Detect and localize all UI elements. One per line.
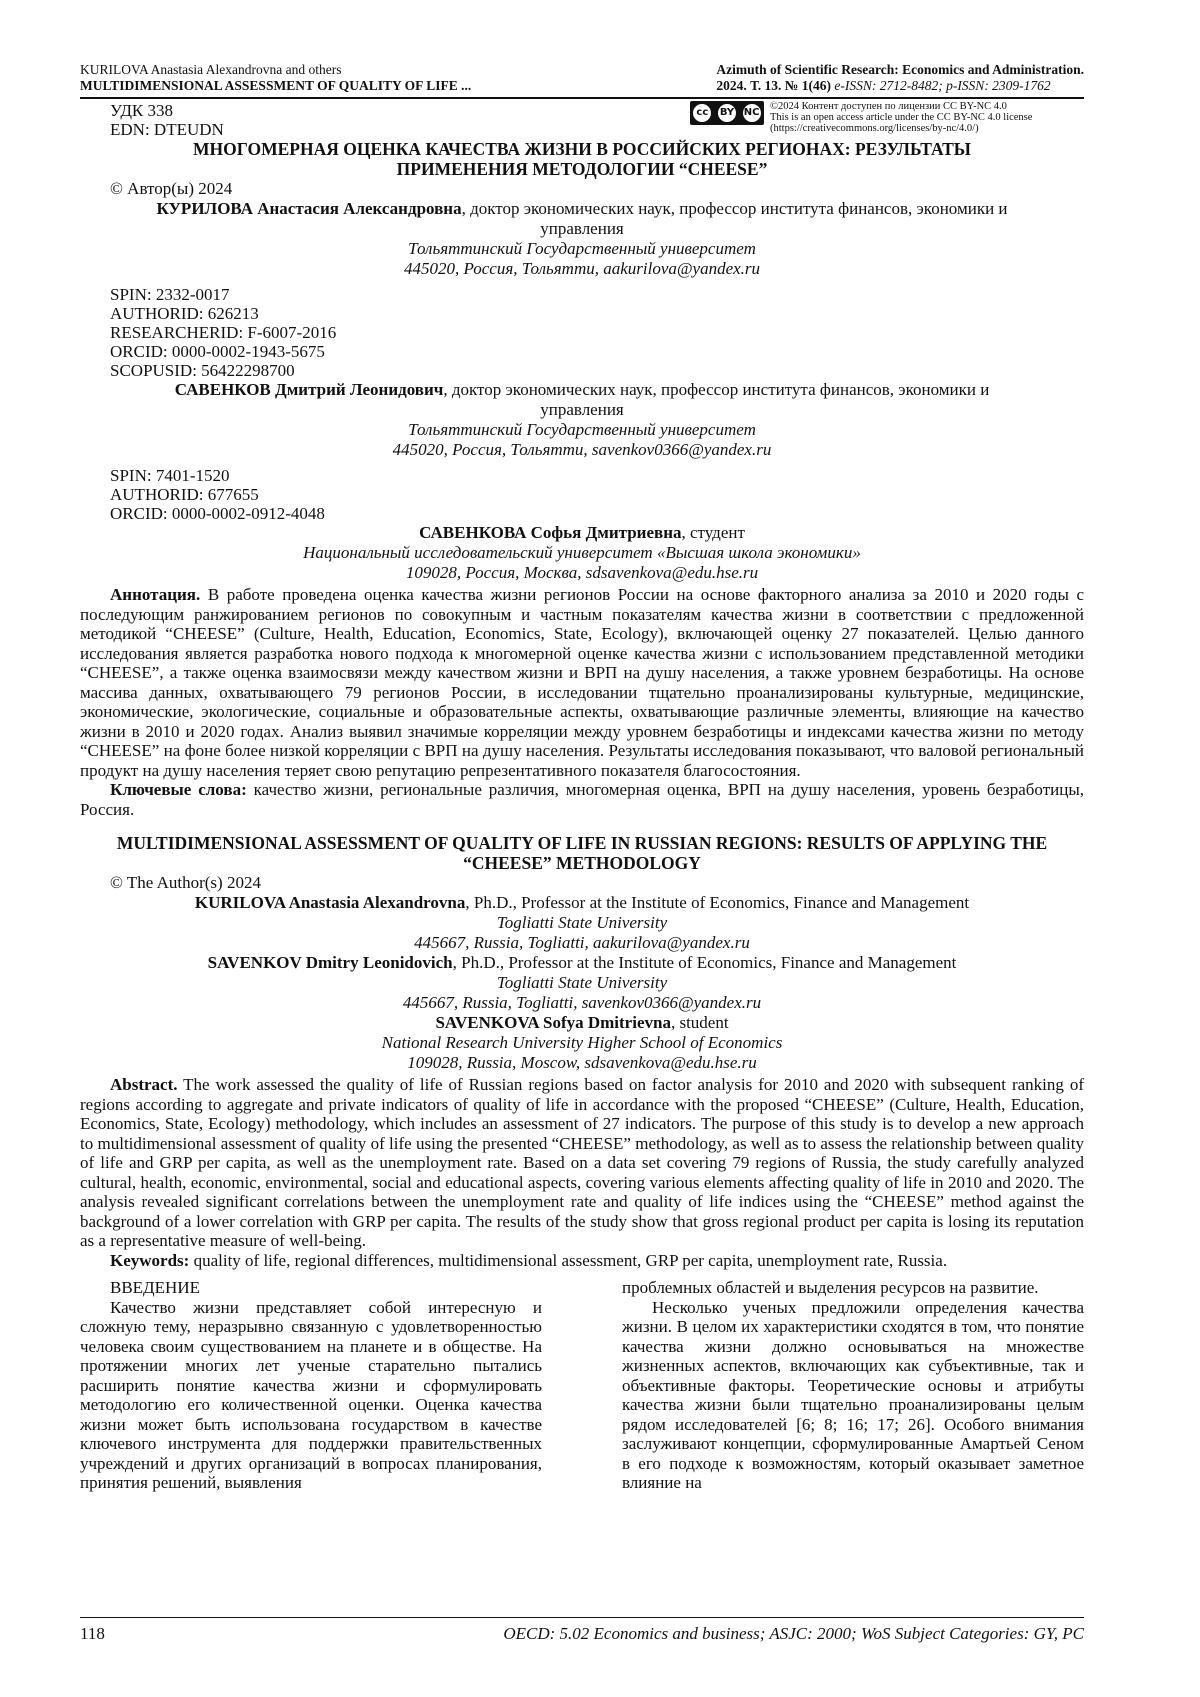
section-heading: ВВЕДЕНИЕ bbox=[110, 1278, 200, 1297]
header-short-title: MULTIDIMENSIONAL ASSESSMENT OF QUALITY OF LIFE ... bbox=[80, 78, 472, 93]
en-keywords: quality of life, regional differences, multidimensional assessment, GRP per capita, unemployment rate, Russia. bbox=[189, 1250, 948, 1270]
body-left-column bbox=[80, 1278, 542, 1493]
en-author-org: National Research University Higher School of Economics bbox=[381, 1033, 783, 1052]
header-journal: Azimuth of Scientific Research: Economics and Administration. bbox=[716, 62, 1084, 77]
running-header bbox=[80, 62, 1084, 94]
body-right-column bbox=[622, 1278, 1084, 1493]
en-author-1: KURILOVA Anastasia Alexandrovna, Ph.D., Professor at the Institute of Economics, Finance and Management Togliatti State University 445667, Russia, Togliatti, aakurilova@yandex.ru bbox=[100, 893, 1064, 953]
cc-badge-icon: cc BY NC bbox=[690, 101, 764, 125]
page-number: 118 bbox=[80, 1624, 105, 1643]
header-issn: e-ISSN: 2712-8482; p-ISSN: 2309-1762 bbox=[830, 78, 1051, 93]
en-author-org: Togliatti State University bbox=[496, 973, 668, 992]
en-copyright: © The Author(s) 2024 bbox=[110, 873, 261, 892]
en-author-address: 109028, Russia, Moscow, sdsavenkova@edu.hse.ru bbox=[407, 1053, 757, 1072]
ru-author-address: 445020, Россия, Тольятти, aakurilova@yandex.ru bbox=[403, 259, 761, 278]
ru-author-address: 109028, Россия, Москва, sdsavenkova@edu.hse.ru bbox=[405, 563, 759, 582]
paragraph: Несколько ученых предложили определения качества жизни. В целом их характеристики сходятся в том, что понятие качества жизни должно основываться на множестве жизненных аспектов, включающих как субъективные, так и объективные факторы. Теоретические основы и атрибуты качества жизни были тщательно проанализированы целым рядом исследователей [6; 8; 16; 17; 26]. Особого внимания заслуживают концепции, сформулированные Амартьей Сеном в его подходе к возможностям, который оказывает заметное влияние на bbox=[622, 1297, 1084, 1492]
page-footer bbox=[80, 1617, 1084, 1644]
ru-author-1-ids: SPIN: 2332-0017 AUTHORID: 626213 RESEARCHERID: F-6007-2016 ORCID: 0000-0002-1943-5675 SCOPUSID: 56422298700 bbox=[110, 285, 337, 380]
ru-title: МНОГОМЕРНАЯ ОЦЕНКА КАЧЕСТВА ЖИЗНИ В РОССИЙСКИХ РЕГИОНАХ: РЕЗУЛЬТАТЫ ПРИМЕНЕНИЯ МЕТОДОЛОГИИ “CHEESE” bbox=[193, 139, 971, 179]
ru-keywords: качество жизни, региональные различия, многомерная оценка, ВРП на душу населения, уровень безработицы, Россия. bbox=[80, 780, 1084, 819]
license-link[interactable]: (https://creativecommons.org/licenses/by-nc/4.0/) bbox=[770, 123, 979, 134]
ru-keywords-label: Ключевые слова: bbox=[110, 780, 247, 799]
en-author-org: Togliatti State University bbox=[496, 913, 668, 932]
en-title: MULTIDIMENSIONAL ASSESSMENT OF QUALITY OF LIFE IN RUSSIAN REGIONS: RESULTS OF APPLYING THE “CHEESE” METHODOLOGY bbox=[116, 833, 1048, 873]
ru-abstract-label: Аннотация. bbox=[110, 585, 201, 604]
en-abstract-label: Abstract. bbox=[110, 1075, 178, 1094]
paragraph: проблемных областей и выделения ресурсов на развитие. bbox=[622, 1278, 1039, 1297]
edn: EDN: DTEUDN bbox=[110, 120, 224, 139]
ru-author-org: Тольяттинский Государственный университет bbox=[408, 420, 756, 439]
en-abstract: Abstract. The work assessed the quality of life of Russian regions based on factor analysis for 2010 and 2020 with subsequent ranking of regions according to aggregate and private indicators of quality of life in accordance with the proposed “CHEESE” (Culture, Health, Education, Economics, State, Ecology) methodology, which includes an assessment of 27 indicators. The purpose of this study is to develop a new approach to multidimensional assessment of quality of life using the presented “CHEESE” methodology, as well as to assess the relationship between quality of life and GRP per capita, as well as the unemployment rate. Based on a data set covering 79 regions of Russia, the study carefully analyzed cultural, health, economic, environmental, social and educational aspects, covering various elements affecting quality of life in 2010 and 2020. The analysis revealed significant correlations between the unemployment rate and quality of life indices using the “CHEESE” method against the background of a lower correlation with GRP per capita. The results of the study show that gross regional product per capita is losing its reputation as a representative measure of well-being. Keywords: quality of life, regional differences, multidimensional assessment, GRP per capita, unemployment rate, Russia. bbox=[80, 1075, 1084, 1270]
ru-author-3: САВЕНКОВА Софья Дмитриевна, студент Национальный исследовательский университет «Высшая школа экономики» 109028, Россия, Москва, sdsavenkova@edu.hse.ru bbox=[100, 523, 1064, 583]
ru-author-1: КУРИЛОВА Анастасия Александровна, доктор экономических наук, профессор института финансов, экономики и управления Тольяттинский Государственный университет 445020, Россия, Тольятти, aakurilova@yandex.ru bbox=[100, 199, 1064, 279]
en-author-3: SAVENKOVA Sofya Dmitrievna, student National Research University Higher School of Economics 109028, Russia, Moscow, sdsavenkova@edu.hse.ru bbox=[100, 1013, 1064, 1073]
license-line: ©2024 Контент доступен по лицензии CC BY-NC 4.0 bbox=[770, 101, 1007, 112]
en-author-2: SAVENKOV Dmitry Leonidovich, Ph.D., Professor at the Institute of Economics, Finance and Management Togliatti State University 445667, Russia, Togliatti, savenkov0366@yandex.ru bbox=[100, 953, 1064, 1013]
en-author-address: 445667, Russia, Togliatti, savenkov0366@yandex.ru bbox=[402, 993, 762, 1012]
license-line: This is an open access article under the CC BY-NC 4.0 license bbox=[770, 112, 1033, 123]
body-columns bbox=[80, 1278, 1084, 1493]
ru-author-org: Тольяттинский Государственный университет bbox=[408, 239, 756, 258]
header-authors: KURILOVA Anastasia Alexandrovna and others bbox=[80, 62, 342, 77]
footer-classification: OECD: 5.02 Economics and business; ASJC: 2000; WoS Subject Categories: GY, PC bbox=[503, 1624, 1084, 1643]
header-issue: 2024. Т. 13. № 1(46) bbox=[716, 78, 831, 93]
license-block bbox=[690, 101, 1032, 134]
ru-author-2: САВЕНКОВ Дмитрий Леонидович, доктор экономических наук, профессор института финансов, экономики и управления Тольяттинский Государственный университет 445020, Россия, Тольятти, savenkov0366@yandex.ru bbox=[100, 380, 1064, 460]
ru-author-address: 445020, Россия, Тольятти, savenkov0366@yandex.ru bbox=[392, 440, 772, 459]
ru-copyright: © Автор(ы) 2024 bbox=[110, 179, 233, 198]
en-author-address: 445667, Russia, Togliatti, aakurilova@yandex.ru bbox=[414, 933, 750, 952]
udk: УДК 338 bbox=[110, 101, 174, 120]
en-keywords-label: Keywords: bbox=[110, 1250, 190, 1270]
ru-author-org: Национальный исследовательский университет «Высшая школа экономики» bbox=[303, 543, 861, 562]
ru-abstract: Аннотация. В работе проведена оценка качества жизни регионов России на основе факторного анализа за 2010 и 2020 годы с последующим ранжированием регионов по совокупным и частным показателям качества жизни в соответствии с предложенной методикой “CHEESE” (Culture, Health, Education, Economics, State, Ecology), включающей оценку 27 показателей. Целью данного исследования является разработка нового подхода к многомерной оценке качества жизни с использованием представленной методики “CHEESE”, а также оценка взаимосвязи между качеством жизни и ВРП на душу населения, а также уровнем безработицы. На основе массива данных, охватывающего 79 регионов России, в исследовании тщательно проанализированы культурные, медицинские, экономические, экологические, социальные и образовательные аспекты, охватывающие различные элементы, влияющие на качество жизни в 2010 и 2020 годах. Анализ выявил значимые корреляции между уровнем безработицы и индексами качества жизни по методу “CHEESE” на фоне более низкой корреляции с ВРП на душу населения. Результаты исследования показывают, что валовой региональный продукт на душу населения теряет свою репутацию репрезентативного показателя благосостояния. Ключевые слова: качество жизни, региональные различия, многомерная оценка, ВРП на душу населения, уровень безработицы, Россия. bbox=[80, 585, 1084, 819]
paragraph: Качество жизни представляет собой интересную и сложную тему, неразрывно связанную с удовлетворенностью человека своим существованием на планете и в обществе. На протяжении многих лет ученые старательно пытались расширить понятие качества жизни и сформулировать методологию его количественной оценки. Оценка качества жизни может быть использована государством в качестве ключевого инструмента для поддержки правительственных учреждений и других организаций в вопросах планирования, принятия решений, выявления bbox=[80, 1297, 542, 1492]
page bbox=[80, 62, 1084, 1493]
ru-author-2-ids: SPIN: 7401-1520 AUTHORID: 677655 ORCID: 0000-0002-0912-4048 bbox=[110, 466, 325, 523]
